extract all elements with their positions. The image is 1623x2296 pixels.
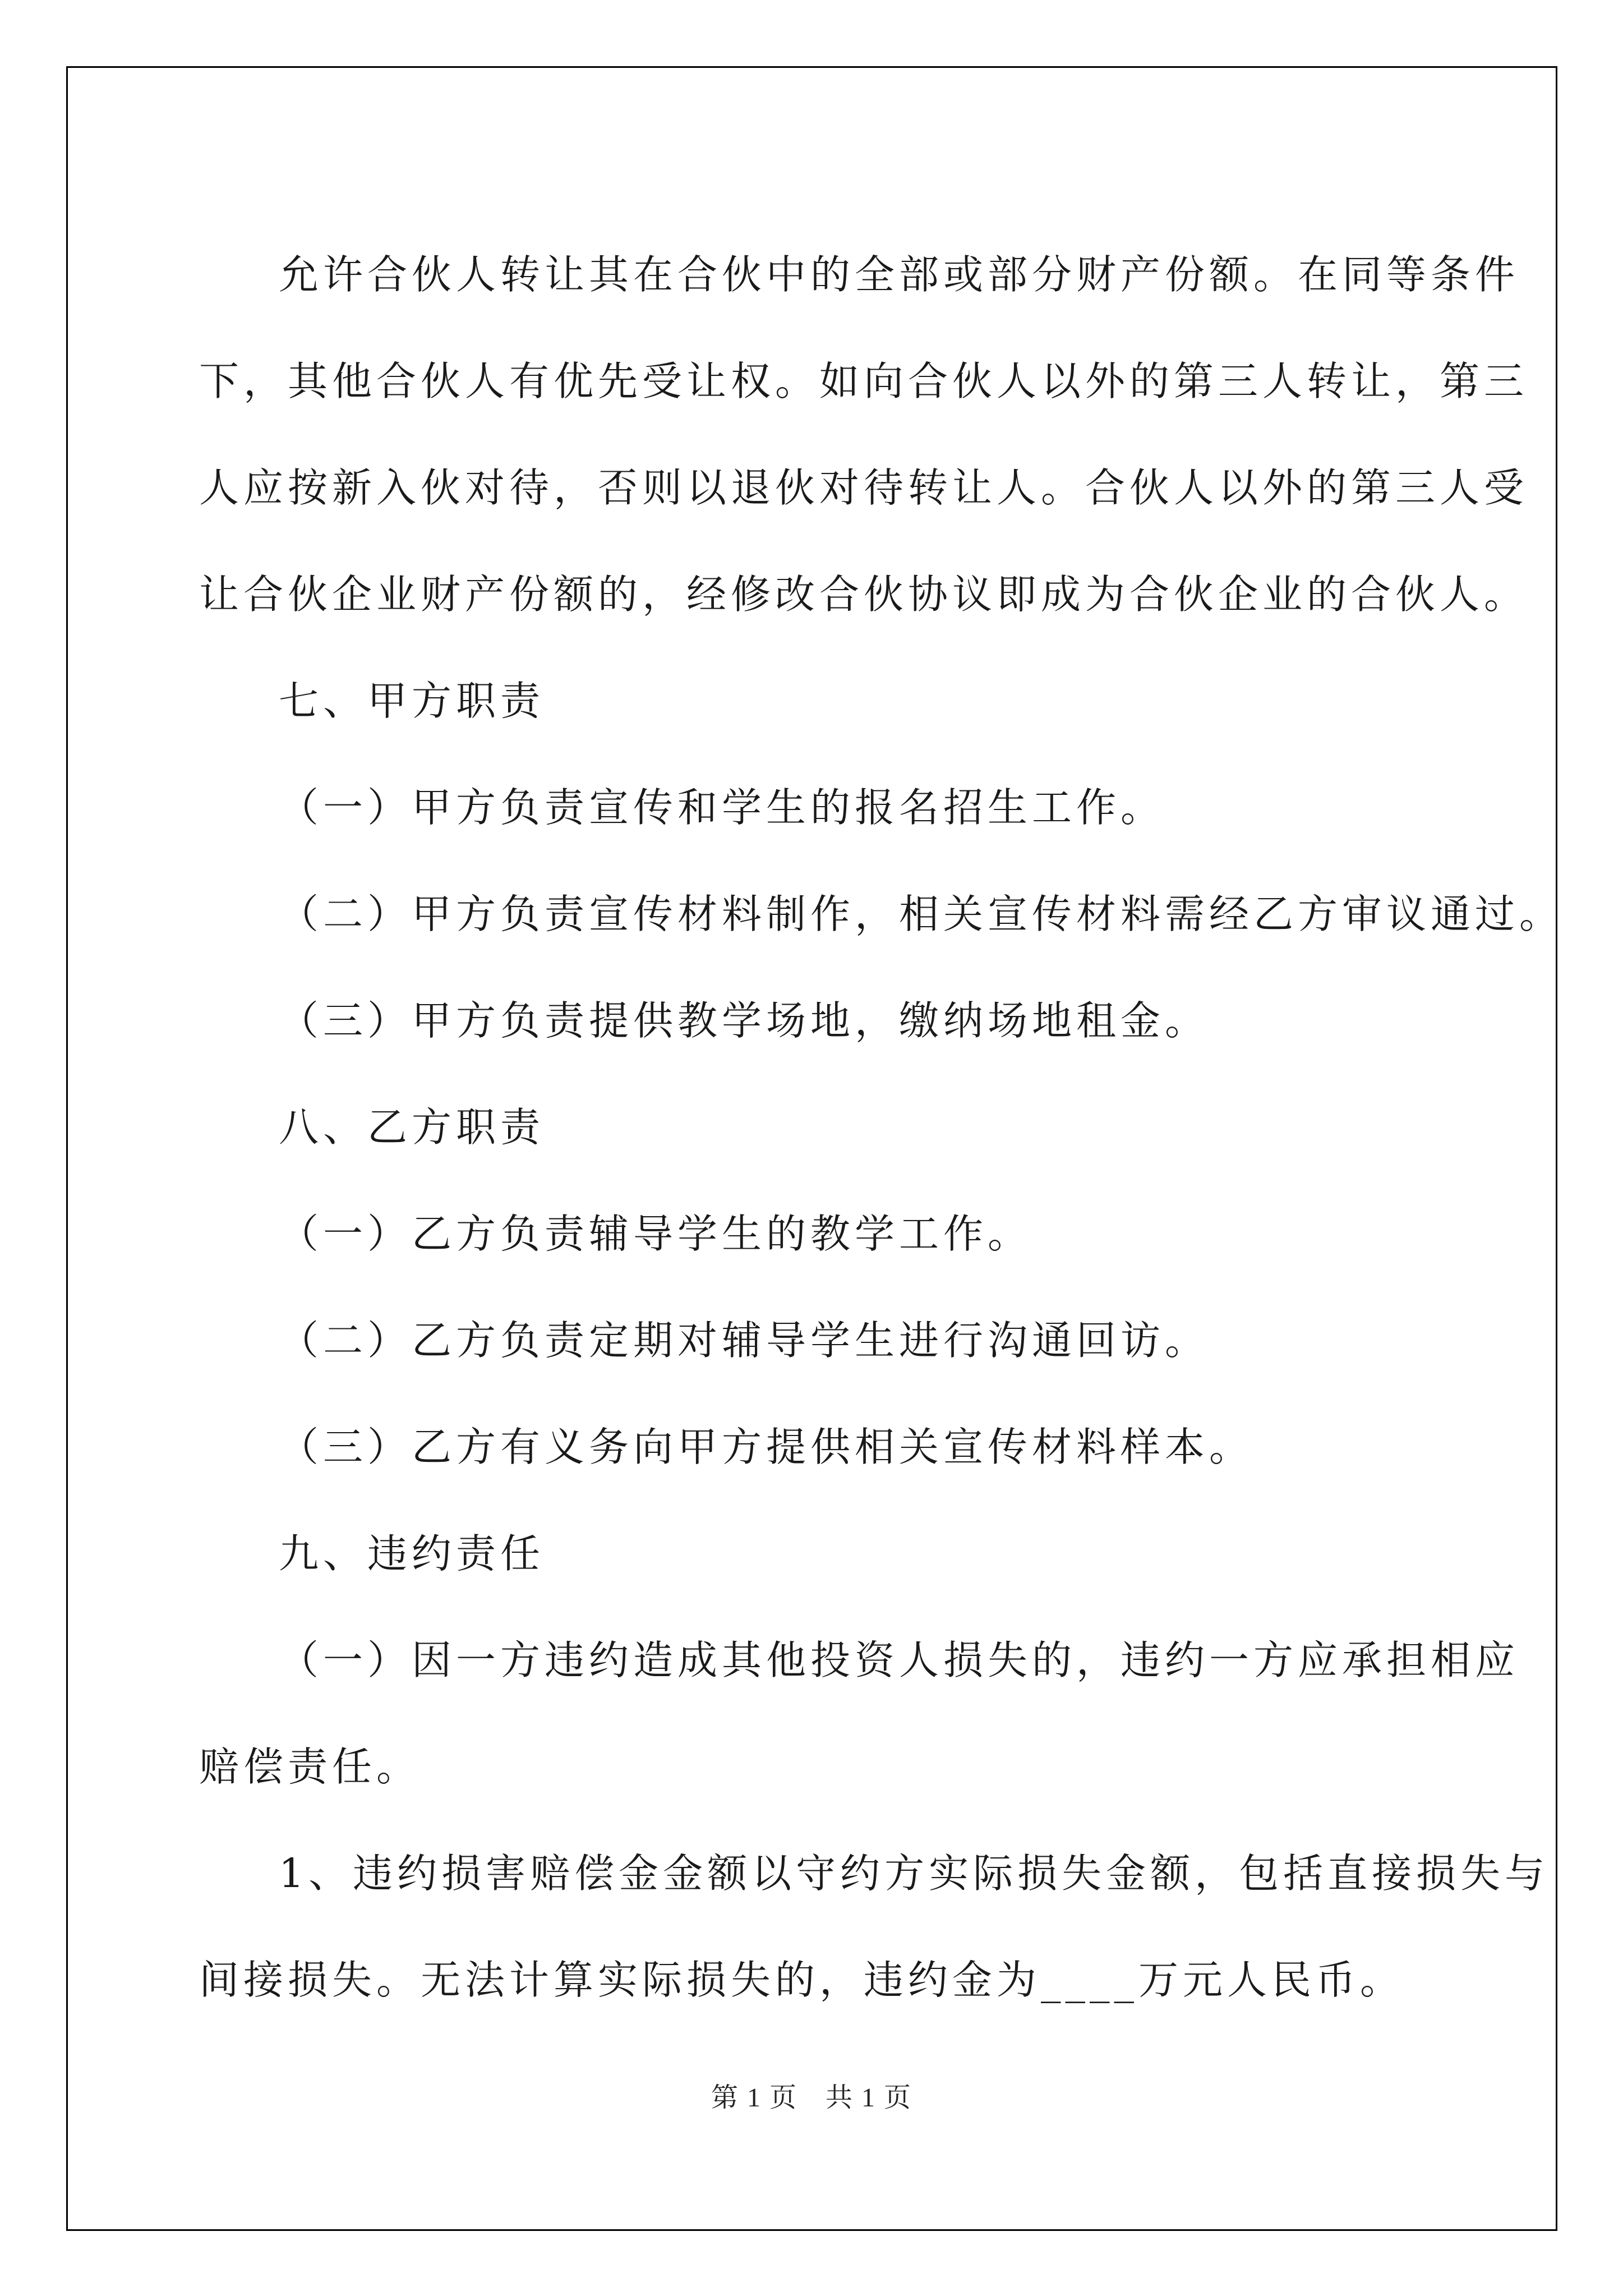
paragraph-line: 间接损失。无法计算实际损失的，违约金为____万元人民币。 bbox=[199, 1957, 1405, 2003]
list-item: （一）甲方负责宣传和学生的报名招生工作。 bbox=[279, 784, 1165, 831]
paragraph-line: 人应按新入伙对待，否则以退伙对待转让人。合伙人以外的第三人受 bbox=[199, 464, 1529, 511]
section-heading: 八、乙方职责 bbox=[279, 1104, 545, 1151]
paragraph-line: 允许合伙人转让其在合伙中的全部或部分财产份额。在同等条件 bbox=[279, 251, 1520, 298]
section-heading: 七、甲方职责 bbox=[279, 678, 545, 724]
list-item: （一）因一方违约造成其他投资人损失的，违约一方应承担相应 bbox=[279, 1637, 1520, 1683]
paragraph-line: 让合伙企业财产份额的，经修改合伙协议即成为合伙企业的合伙人。 bbox=[199, 571, 1529, 618]
list-item: （二）甲方负责宣传材料制作，相关宣传材料需经乙方审议通过。 bbox=[279, 891, 1564, 937]
paragraph-line: 赔偿责任。 bbox=[199, 1743, 421, 1790]
section-heading: 九、违约责任 bbox=[279, 1530, 545, 1577]
paragraph-line: 1、违约损害赔偿金金额以守约方实际损失金额，包括直接损失与 bbox=[279, 1850, 1550, 1897]
list-item: （三）乙方有义务向甲方提供相关宣传材料样本。 bbox=[279, 1424, 1254, 1470]
paragraph-line: 下，其他合伙人有优先受让权。如向合伙人以外的第三人转让，第三 bbox=[199, 358, 1529, 404]
page-number: 第 1 页 共 1 页 bbox=[711, 2083, 912, 2113]
list-item: （三）甲方负责提供教学场地，缴纳场地租金。 bbox=[279, 997, 1210, 1044]
list-item: （二）乙方负责定期对辅导学生进行沟通回访。 bbox=[279, 1317, 1210, 1364]
list-item: （一）乙方负责辅导学生的教学工作。 bbox=[279, 1211, 1032, 1257]
